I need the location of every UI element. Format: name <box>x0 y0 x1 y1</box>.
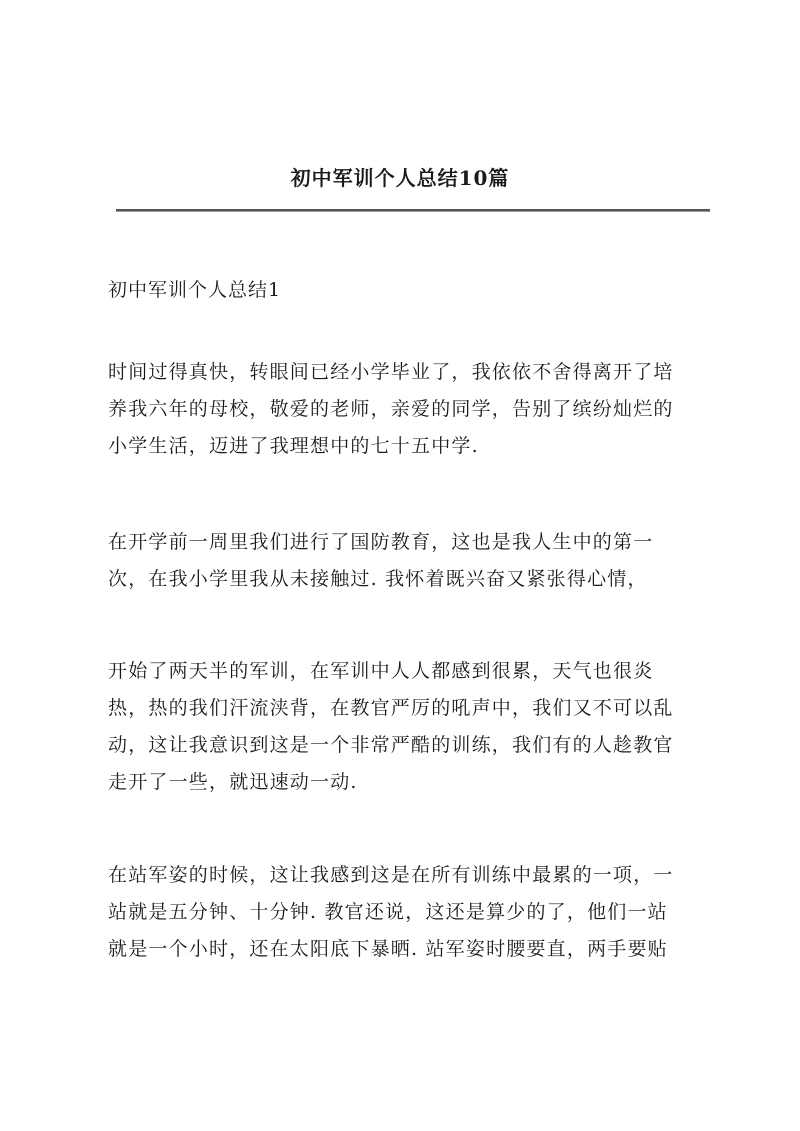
paragraph-2 <box>108 524 712 598</box>
paragraph-4 <box>108 857 712 968</box>
paragraph-line: 热，热的我们汗流浃背，在教官严厉的吼声中，我们又不可以乱 <box>108 697 674 719</box>
paragraph-line: 次，在我小学里我从未接触过. 我怀着既兴奋又紧张得心情， <box>108 568 648 590</box>
paragraph-line: 开始了两天半的军训，在军训中人人都感到很累，天气也很炎 <box>108 660 654 682</box>
paragraph-3 <box>108 653 712 801</box>
title-divider <box>116 209 710 212</box>
paragraph-line: 就是一个小时，还在太阳底下暴晒. 站军姿时腰要直，两手要贴 <box>108 938 668 960</box>
paragraph-line: 在站军姿的时候，这让我感到这是在所有训练中最累的一项，一 <box>108 864 674 886</box>
paragraph-line: 动，这让我意识到这是一个非常严酷的训练，我们有的人趁教官 <box>108 734 674 756</box>
paragraph-line: 养我六年的母校，敬爱的老师，亲爱的同学，告别了缤纷灿烂的 <box>108 398 674 420</box>
paragraph-line: 站就是五分钟、十分钟. 教官还说，这还是算少的了，他们一站 <box>108 901 668 923</box>
document-title: 初中军训个人总结10篇 <box>290 166 510 190</box>
paragraph-line: 在开学前一周里我们进行了国防教育，这也是我人生中的第一 <box>108 531 654 553</box>
section-heading: 初中军训个人总结1 <box>108 279 282 301</box>
paragraph-line: 时间过得真快，转眼间已经小学毕业了，我依依不舍得离开了培 <box>108 361 674 383</box>
paragraph-line: 小学生活，迈进了我理想中的七十五中学. <box>108 435 479 457</box>
paragraph-line: 走开了一些，就迅速动一动. <box>108 771 358 793</box>
paragraph-1 <box>108 354 712 465</box>
